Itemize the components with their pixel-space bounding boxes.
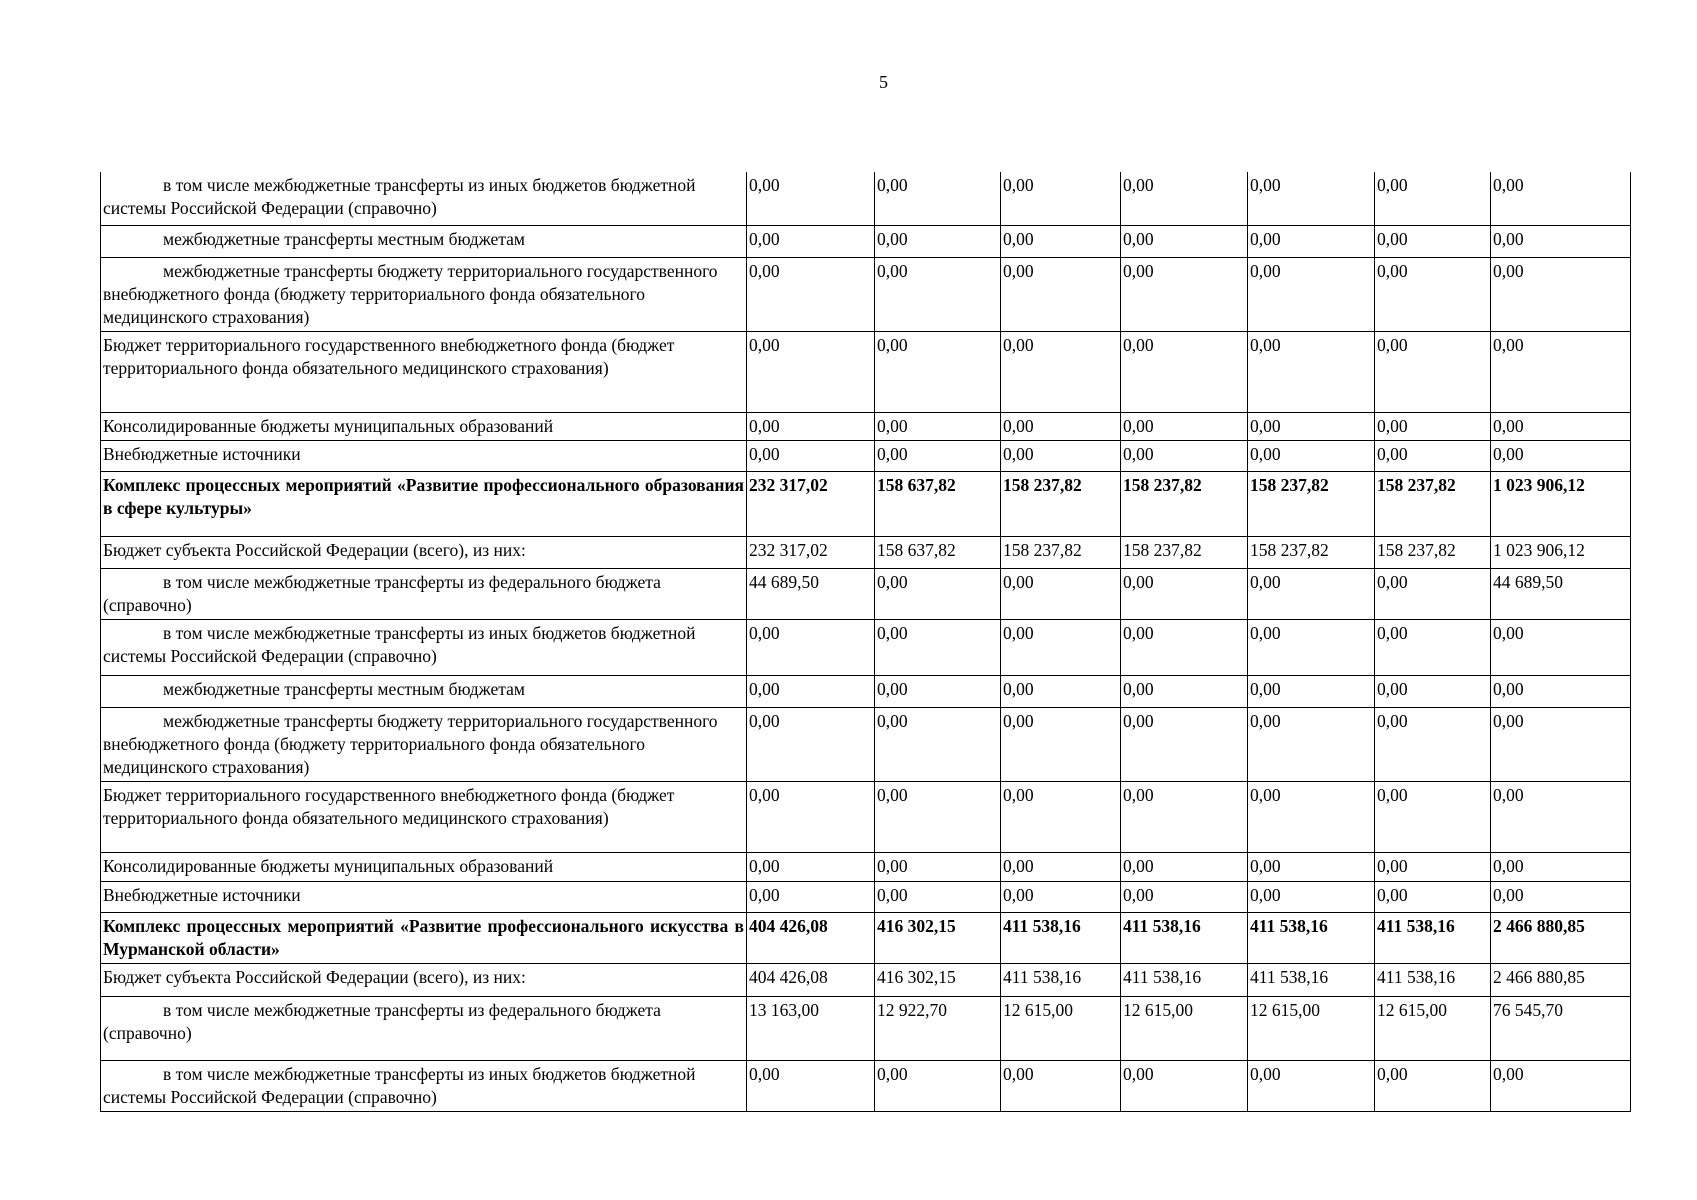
cell-value: 0,00: [1375, 1060, 1491, 1111]
cell-value: 0,00: [1248, 781, 1375, 852]
cell-value: 0,00: [1248, 225, 1375, 257]
row-label: Внебюджетные источники: [101, 881, 747, 912]
row-label: межбюджетные трансферты местным бюджетам: [101, 675, 747, 707]
cell-value: 0,00: [875, 172, 1001, 225]
cell-value: 0,00: [1001, 172, 1121, 225]
cell-value: 0,00: [875, 440, 1001, 471]
budget-table: [100, 172, 1631, 1112]
cell-value: 0,00: [875, 331, 1001, 412]
cell-value: 0,00: [875, 412, 1001, 440]
cell-value-total: 0,00: [1491, 707, 1631, 781]
cell-value: 44 689,50: [747, 568, 875, 619]
row-label: в том числе межбюджетные трансферты из иных бюджетов бюджетной системы Российской Федерации (справочно): [101, 172, 747, 225]
row-label: в том числе межбюджетные трансферты из федерального бюджета (справочно): [101, 996, 747, 1060]
cell-value: 158 637,82: [875, 471, 1001, 536]
row-label: в том числе межбюджетные трансферты из федерального бюджета (справочно): [101, 568, 747, 619]
cell-value: 12 615,00: [1375, 996, 1491, 1060]
cell-value: 158 637,82: [875, 536, 1001, 568]
cell-value: 0,00: [1001, 881, 1121, 912]
cell-value: 0,00: [1248, 172, 1375, 225]
cell-value-total: 0,00: [1491, 619, 1631, 675]
row-label: в том числе межбюджетные трансферты из иных бюджетов бюджетной системы Российской Федерации (справочно): [101, 1060, 747, 1111]
cell-value: 0,00: [1248, 331, 1375, 412]
cell-value: 13 163,00: [747, 996, 875, 1060]
row-label: Консолидированные бюджеты муниципальных образований: [101, 412, 747, 440]
cell-value: 0,00: [1375, 852, 1491, 881]
table-row: [101, 852, 1631, 881]
cell-value: 158 237,82: [1001, 536, 1121, 568]
cell-value: 0,00: [1001, 781, 1121, 852]
cell-value: 12 615,00: [1248, 996, 1375, 1060]
cell-value: 0,00: [747, 675, 875, 707]
cell-value: 0,00: [1001, 225, 1121, 257]
cell-value: 0,00: [1001, 440, 1121, 471]
cell-value-total: 76 545,70: [1491, 996, 1631, 1060]
table-row-section: [101, 912, 1631, 963]
cell-value-total: 0,00: [1491, 881, 1631, 912]
table-row: [101, 996, 1631, 1060]
cell-value: 404 426,08: [747, 912, 875, 963]
row-label: Бюджет субъекта Российской Федерации (всего), из них:: [101, 963, 747, 996]
cell-value: 0,00: [1121, 707, 1248, 781]
row-label: Внебюджетные источники: [101, 440, 747, 471]
row-label: межбюджетные трансферты местным бюджетам: [101, 225, 747, 257]
table-row: [101, 707, 1631, 781]
cell-value: 0,00: [1248, 619, 1375, 675]
row-label: Комплекс процессных мероприятий «Развитие профессионального образования в сфере культуры»: [101, 471, 747, 536]
cell-value: 0,00: [1121, 172, 1248, 225]
table-row: [101, 172, 1631, 225]
cell-value: 0,00: [747, 225, 875, 257]
row-label: Консолидированные бюджеты муниципальных образований: [101, 852, 747, 881]
cell-value: 0,00: [1248, 881, 1375, 912]
table-row: [101, 619, 1631, 675]
cell-value: 0,00: [1375, 225, 1491, 257]
cell-value: 0,00: [1248, 568, 1375, 619]
cell-value: 0,00: [1121, 412, 1248, 440]
cell-value: 0,00: [747, 412, 875, 440]
table-row: [101, 881, 1631, 912]
table-row: [101, 536, 1631, 568]
cell-value-total: 1 023 906,12: [1491, 536, 1631, 568]
row-label: Комплекс процессных мероприятий «Развитие профессионального искусства в Мурманской области»: [101, 912, 747, 963]
table-row: [101, 1060, 1631, 1111]
cell-value: 0,00: [1121, 225, 1248, 257]
cell-value: 12 615,00: [1001, 996, 1121, 1060]
cell-value: 0,00: [875, 619, 1001, 675]
cell-value: 411 538,16: [1375, 963, 1491, 996]
cell-value: 0,00: [1375, 619, 1491, 675]
cell-value: 12 615,00: [1121, 996, 1248, 1060]
cell-value: 0,00: [1375, 707, 1491, 781]
cell-value: 158 237,82: [1375, 536, 1491, 568]
cell-value: 404 426,08: [747, 963, 875, 996]
table-row: [101, 568, 1631, 619]
cell-value: 158 237,82: [1121, 536, 1248, 568]
cell-value-total: 0,00: [1491, 172, 1631, 225]
cell-value: 0,00: [1121, 619, 1248, 675]
cell-value: 0,00: [1121, 881, 1248, 912]
table-row-section: [101, 471, 1631, 536]
cell-value-total: 44 689,50: [1491, 568, 1631, 619]
cell-value: 416 302,15: [875, 963, 1001, 996]
cell-value: 158 237,82: [1248, 471, 1375, 536]
cell-value: 158 237,82: [1248, 536, 1375, 568]
cell-value: 0,00: [1375, 881, 1491, 912]
table-row: [101, 440, 1631, 471]
cell-value: 0,00: [1001, 707, 1121, 781]
cell-value: 411 538,16: [1121, 963, 1248, 996]
cell-value: 158 237,82: [1121, 471, 1248, 536]
cell-value: 0,00: [1001, 852, 1121, 881]
cell-value: 0,00: [1375, 781, 1491, 852]
cell-value: 0,00: [875, 707, 1001, 781]
cell-value: 0,00: [747, 852, 875, 881]
table-row: [101, 331, 1631, 412]
cell-value: 0,00: [1375, 568, 1491, 619]
row-label: Бюджет территориального государственного внебюджетного фонда (бюджет территориального фонда обязательного медицинского страхования): [101, 781, 747, 852]
cell-value: 0,00: [1121, 1060, 1248, 1111]
row-label: Бюджет субъекта Российской Федерации (всего), из них:: [101, 536, 747, 568]
cell-value: 232 317,02: [747, 536, 875, 568]
cell-value: 0,00: [747, 707, 875, 781]
cell-value-total: 0,00: [1491, 257, 1631, 331]
cell-value-total: 0,00: [1491, 440, 1631, 471]
cell-value-total: 2 466 880,85: [1491, 963, 1631, 996]
row-label: Бюджет территориального государственного внебюджетного фонда (бюджет территориального фонда обязательного медицинского страхования): [101, 331, 747, 412]
cell-value: 0,00: [875, 568, 1001, 619]
cell-value: 0,00: [1001, 412, 1121, 440]
cell-value: 0,00: [747, 619, 875, 675]
cell-value: 0,00: [1001, 1060, 1121, 1111]
cell-value-total: 2 466 880,85: [1491, 912, 1631, 963]
cell-value: 0,00: [747, 257, 875, 331]
cell-value: 0,00: [1001, 568, 1121, 619]
row-label: межбюджетные трансферты бюджету территориального государственного внебюджетного фонда (бюджету территориального фонда обязательного медицинского страхования): [101, 257, 747, 331]
cell-value-total: 0,00: [1491, 331, 1631, 412]
cell-value: 0,00: [1121, 852, 1248, 881]
cell-value: 0,00: [875, 1060, 1001, 1111]
cell-value: 416 302,15: [875, 912, 1001, 963]
table-row: [101, 963, 1631, 996]
cell-value: 0,00: [747, 440, 875, 471]
cell-value: 0,00: [747, 1060, 875, 1111]
row-label: межбюджетные трансферты бюджету территориального государственного внебюджетного фонда (бюджету территориального фонда обязательного медицинского страхования): [101, 707, 747, 781]
cell-value: 411 538,16: [1001, 912, 1121, 963]
cell-value: 411 538,16: [1121, 912, 1248, 963]
cell-value: 0,00: [1248, 852, 1375, 881]
cell-value: 0,00: [1001, 331, 1121, 412]
cell-value: 0,00: [875, 257, 1001, 331]
cell-value: 0,00: [747, 881, 875, 912]
cell-value-total: 0,00: [1491, 225, 1631, 257]
cell-value: 0,00: [1001, 675, 1121, 707]
cell-value: 0,00: [1375, 440, 1491, 471]
cell-value: 0,00: [1121, 568, 1248, 619]
table-row: [101, 257, 1631, 331]
page-number: 5: [879, 72, 888, 92]
cell-value: 0,00: [1375, 412, 1491, 440]
cell-value: 12 922,70: [875, 996, 1001, 1060]
cell-value: 0,00: [1248, 440, 1375, 471]
cell-value: 0,00: [1001, 257, 1121, 331]
cell-value: 0,00: [875, 675, 1001, 707]
cell-value-total: 0,00: [1491, 675, 1631, 707]
cell-value: 0,00: [747, 331, 875, 412]
cell-value: 411 538,16: [1248, 963, 1375, 996]
cell-value-total: 0,00: [1491, 852, 1631, 881]
cell-value: 0,00: [1248, 675, 1375, 707]
cell-value: 411 538,16: [1001, 963, 1121, 996]
cell-value: 0,00: [1248, 707, 1375, 781]
cell-value-total: 0,00: [1491, 412, 1631, 440]
cell-value: 0,00: [747, 781, 875, 852]
cell-value-total: 0,00: [1491, 1060, 1631, 1111]
cell-value: 0,00: [1375, 675, 1491, 707]
cell-value: 0,00: [1248, 412, 1375, 440]
cell-value: 0,00: [1375, 331, 1491, 412]
cell-value: 158 237,82: [1001, 471, 1121, 536]
cell-value: 0,00: [1001, 619, 1121, 675]
cell-value: 0,00: [1248, 257, 1375, 331]
cell-value: 0,00: [1121, 440, 1248, 471]
cell-value: 0,00: [875, 852, 1001, 881]
cell-value: 0,00: [875, 881, 1001, 912]
cell-value: 0,00: [1121, 675, 1248, 707]
table-row: [101, 225, 1631, 257]
table-row: [101, 781, 1631, 852]
row-label: в том числе межбюджетные трансферты из иных бюджетов бюджетной системы Российской Федерации (справочно): [101, 619, 747, 675]
cell-value: 0,00: [1121, 257, 1248, 331]
cell-value: 0,00: [1375, 172, 1491, 225]
cell-value: 0,00: [875, 781, 1001, 852]
cell-value-total: 1 023 906,12: [1491, 471, 1631, 536]
cell-value: 0,00: [747, 172, 875, 225]
cell-value: 0,00: [1375, 257, 1491, 331]
cell-value: 0,00: [1121, 331, 1248, 412]
cell-value: 0,00: [1248, 1060, 1375, 1111]
cell-value: 411 538,16: [1375, 912, 1491, 963]
cell-value: 232 317,02: [747, 471, 875, 536]
cell-value: 158 237,82: [1375, 471, 1491, 536]
cell-value: 411 538,16: [1248, 912, 1375, 963]
cell-value-total: 0,00: [1491, 781, 1631, 852]
cell-value: 0,00: [1121, 781, 1248, 852]
table-row: [101, 412, 1631, 440]
cell-value: 0,00: [875, 225, 1001, 257]
table-row: [101, 675, 1631, 707]
